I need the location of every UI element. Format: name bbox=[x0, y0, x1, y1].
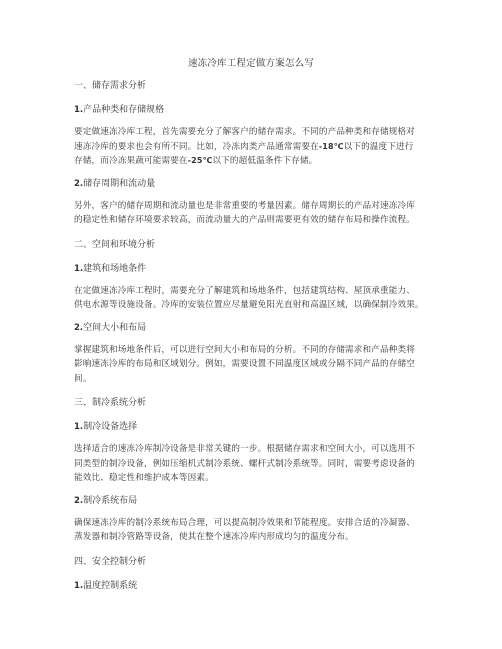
paragraph-2-1 bbox=[74, 284, 434, 313]
subheading-2-1 bbox=[74, 263, 434, 275]
paragraph-line: 影响速冻冷库的布局和区域划分。例如，需要设置不同温度区域或分隔不同产品的存储空 bbox=[74, 359, 416, 369]
subheading-text: 空间大小和布局 bbox=[83, 322, 147, 333]
paragraph-3-2 bbox=[74, 516, 434, 545]
section-heading-3: 三、制冷系统分析 bbox=[74, 398, 147, 408]
subheading-3-2 bbox=[74, 495, 434, 507]
subheading-text: 产品种类和存储规格 bbox=[83, 105, 165, 115]
paragraph-line: 在定做速冻冷库工程时，需要充分了解建筑和场地条件，包括建筑结构、屋顶承重能力、 bbox=[74, 285, 416, 296]
paragraph-line: 确保速冻冷库的制冷系统布局合理，可以提高制冷效果和节能程度。安排合适的冷凝器、 bbox=[74, 517, 416, 528]
subheading-3-1 bbox=[74, 421, 434, 433]
section-heading-4: 四、安全控制分析 bbox=[74, 556, 147, 567]
paragraph-line: 选择适合的速冻冷库制冷设备是非常关键的一步。根据储存需求和空间大小，可以选用不 bbox=[74, 444, 416, 454]
paragraph-line: 速冻冷库的要求也会有所不同。比如，冷冻肉类产品通常需要在 bbox=[74, 141, 319, 152]
subheading-text: 制冷系统布局 bbox=[83, 495, 138, 506]
paragraph-line: 另外，客户的储存周期和流动量也是非常重要的考量因素。储存周期长的产品对速冻冷库 bbox=[74, 200, 416, 211]
subheading-number: 2. bbox=[74, 495, 84, 506]
paragraph-1-1 bbox=[74, 125, 434, 169]
subheading-number: 1. bbox=[74, 263, 84, 274]
paragraph-line: 以下的超低温条件下存储。 bbox=[212, 156, 318, 166]
subheading-number: 2. bbox=[74, 178, 84, 189]
paragraph-line: 供电水源等设施设备。冷库的安装位置应尽量避免阳光直射和高温区域，以确保制冷效果。 bbox=[74, 300, 424, 310]
subheading-number: 2. bbox=[74, 322, 84, 333]
paragraph-line: 能效比、稳定性和维护成本等因素。 bbox=[74, 473, 214, 483]
paragraph-line: 掌握建筑和场地条件后，可以进行空间大小和布局的分析。不同的存储需求和产品种类将 bbox=[74, 344, 416, 355]
paragraph-line: 同类型的制冷设备，例如压缩机式制冷系统、螺杆式制冷系统等。同时，需要考虑设备的 bbox=[74, 458, 416, 469]
subheading-text: 制冷设备选择 bbox=[83, 422, 138, 432]
paragraph-line: 以下的温度下进行 bbox=[343, 141, 414, 152]
paragraph-1-2 bbox=[74, 199, 434, 228]
document-body bbox=[74, 80, 434, 592]
paragraph-line: 存储，而冷冻果蔬可能需要在 bbox=[74, 156, 188, 166]
section-heading-2: 二、空间和环境分析 bbox=[74, 239, 156, 250]
subheading-text: 建筑和场地条件 bbox=[83, 263, 147, 274]
subheading-4-1 bbox=[74, 580, 434, 592]
paragraph-line: 间。 bbox=[74, 373, 92, 384]
subheading-number: 1. bbox=[74, 105, 84, 115]
paragraph-3-1 bbox=[74, 442, 434, 486]
subheading-1-2 bbox=[74, 178, 434, 190]
subheading-2-2 bbox=[74, 322, 434, 334]
subheading-number: 1. bbox=[74, 580, 84, 591]
temperature-value: -25℃ bbox=[187, 156, 213, 165]
section-heading-1: 一、储存需求分析 bbox=[74, 81, 147, 91]
subheading-1-1 bbox=[74, 104, 434, 116]
paragraph-line: 蒸发器和制冷管路等设备，使其在整个速冻冷库内形成均匀的温度分布。 bbox=[74, 532, 354, 542]
subheading-text: 储存周期和流动量 bbox=[83, 178, 156, 189]
subheading-text: 温度控制系统 bbox=[83, 580, 138, 591]
paragraph-2-2 bbox=[74, 343, 434, 387]
subheading-number: 1. bbox=[74, 422, 84, 432]
document-title: 速冻冷库工程定做方案怎么写 bbox=[187, 58, 315, 69]
paragraph-line: 的稳定性和储存环境要求较高，而流动量大的产品则需要更有效的储存布局和操作流程。 bbox=[74, 215, 416, 225]
paragraph-line: 要定做速冻冷库工程，首先需要充分了解客户的储存需求。不同的产品种类和存储规格对 bbox=[74, 127, 416, 137]
temperature-value: -18℃ bbox=[318, 141, 344, 151]
